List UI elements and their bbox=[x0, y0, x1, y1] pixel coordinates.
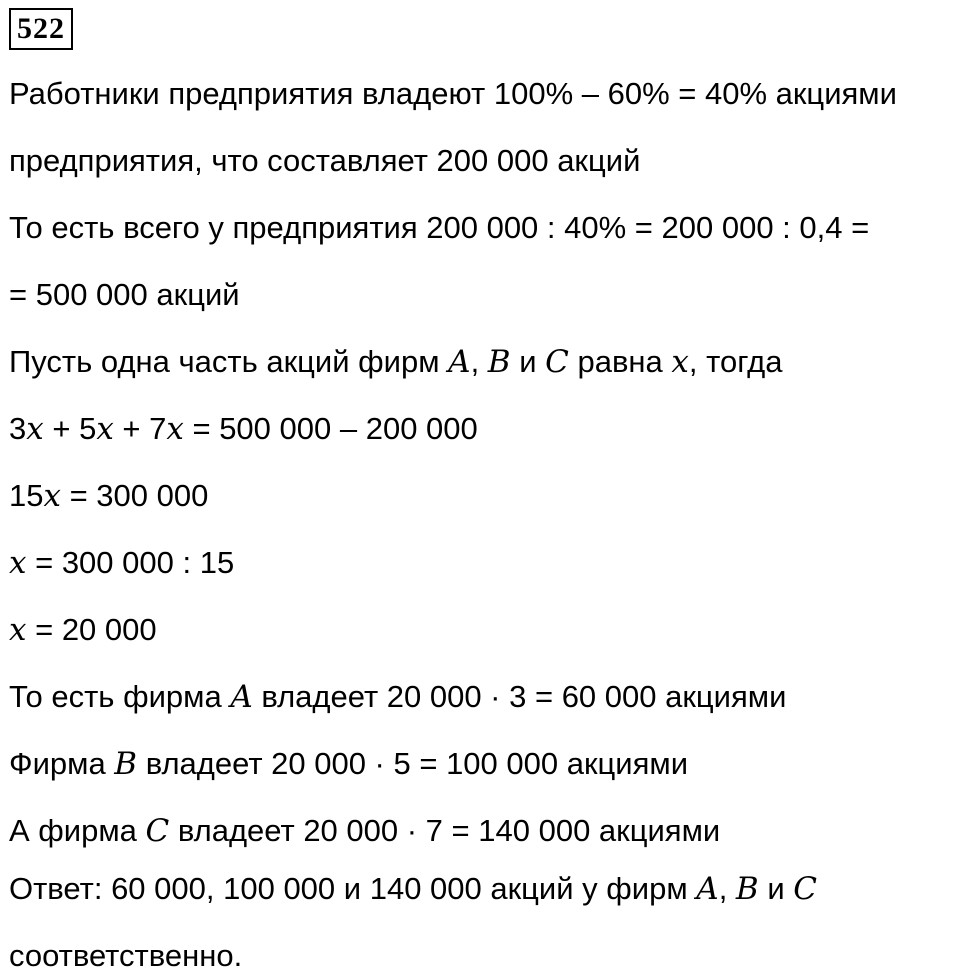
text: А фирма bbox=[9, 813, 146, 848]
math-variable: A bbox=[230, 679, 253, 715]
text: + 5 bbox=[43, 411, 97, 446]
text: , bbox=[718, 871, 736, 906]
solution-line-11 bbox=[9, 744, 688, 784]
solution-line-12 bbox=[9, 811, 720, 851]
text: владеет 20 000 · 7 = 140 000 акциями bbox=[169, 813, 721, 848]
text: + 7 bbox=[113, 411, 167, 446]
text: = 300 000 bbox=[60, 478, 209, 513]
solution-line-4 bbox=[9, 275, 240, 315]
math-variable: x bbox=[9, 612, 27, 648]
answer-line bbox=[9, 869, 817, 909]
math-variable: A bbox=[696, 871, 719, 907]
text: предприятия, что составляет 200 000 акций bbox=[9, 143, 641, 178]
solution-line-7 bbox=[9, 476, 208, 516]
solution-line-8 bbox=[9, 543, 234, 583]
text: = 300 000 : 15 bbox=[26, 545, 235, 580]
math-variable: C bbox=[545, 344, 569, 380]
math-variable: x bbox=[671, 344, 689, 380]
text: и bbox=[510, 344, 546, 379]
solution-line-10 bbox=[9, 677, 786, 717]
text: 15 bbox=[9, 478, 44, 513]
math-variable: C bbox=[145, 813, 170, 849]
text: Ответ: 60 000, 100 000 и 140 000 акций у фирм bbox=[9, 871, 697, 906]
text: = 500 000 акций bbox=[9, 277, 240, 312]
text: 3 bbox=[9, 411, 27, 446]
solution-line-6 bbox=[9, 409, 478, 449]
solution-line-1 bbox=[9, 74, 897, 114]
math-variable: x bbox=[26, 411, 44, 447]
math-variable: B bbox=[487, 344, 511, 380]
solution-line-3 bbox=[9, 208, 869, 248]
text: , тогда bbox=[688, 344, 783, 379]
math-variable: A bbox=[448, 344, 471, 380]
math-variable: x bbox=[9, 545, 27, 581]
math-variable: B bbox=[735, 871, 759, 907]
text: равна bbox=[568, 344, 672, 379]
math-variable: B bbox=[114, 746, 138, 782]
text: владеет 20 000 · 5 = 100 000 акциями bbox=[137, 746, 689, 781]
solution-line-5 bbox=[9, 342, 782, 382]
text: = 500 000 – 200 000 bbox=[183, 411, 478, 446]
math-variable: C bbox=[793, 871, 817, 907]
text: = 20 000 bbox=[26, 612, 157, 647]
text: Работники предприятия владеют 100% – 60% = 40% акциями bbox=[9, 76, 897, 111]
text: и bbox=[758, 871, 794, 906]
text: владеет 20 000 · 3 = 60 000 акциями bbox=[252, 679, 787, 714]
solution-line-9 bbox=[9, 610, 157, 650]
text: , bbox=[470, 344, 488, 379]
task-number-box: 522 bbox=[9, 8, 73, 50]
text: Фирма bbox=[9, 746, 115, 781]
text: Пусть одна часть акций фирм bbox=[9, 344, 449, 379]
text: соответственно. bbox=[9, 938, 243, 973]
answer-line-continuation bbox=[9, 936, 242, 976]
text: То есть всего у предприятия 200 000 : 40% = 200 000 : 0,4 = bbox=[9, 210, 870, 245]
math-variable: x bbox=[96, 411, 114, 447]
math-variable: x bbox=[43, 478, 61, 514]
math-variable: x bbox=[166, 411, 184, 447]
solution-line-2 bbox=[9, 141, 640, 181]
text: То есть фирма bbox=[9, 679, 231, 714]
